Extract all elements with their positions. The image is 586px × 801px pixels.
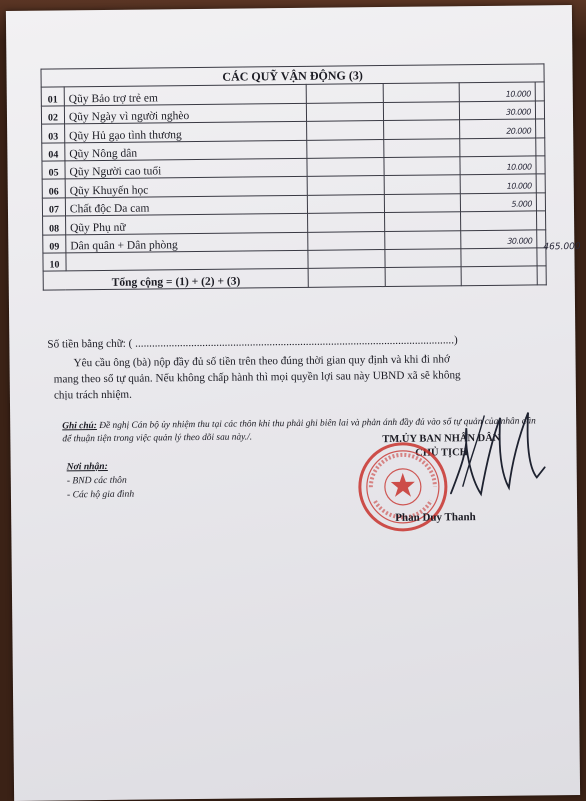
handwritten-signature: [440, 397, 551, 508]
fund-name: Dân quân + Dân phòng: [66, 232, 309, 253]
row-number: 08: [43, 216, 66, 235]
total-label: Tổng cộng = (1) + (2) + (3): [43, 269, 309, 290]
row-number: 04: [42, 142, 65, 161]
fund-name: Qũy Hủ gạo tình thương: [65, 122, 308, 143]
handwritten-amount: 10.000: [506, 162, 532, 173]
request-line-1: Yêu cầu ông (bà) nộp đầy đủ số tiền trên theo đúng thời gian quy định và khi đi nhớ: [73, 353, 450, 370]
recipient-item: - Các hộ gia đình: [66, 488, 135, 501]
row-number: 07: [42, 198, 65, 217]
fund-name: Qũy Người cao tuổi: [65, 158, 308, 179]
fund-name: Qũy Khuyến học: [65, 177, 308, 198]
funds-table-wrapper: [40, 63, 581, 290]
handwritten-amount: 10.000: [505, 89, 531, 99]
fund-name: Qũy Ngày vì người nghèo: [64, 103, 307, 124]
request-line-3: chịu trách nhiệm.: [53, 388, 132, 402]
recipient-item: - BND các thôn: [66, 474, 127, 487]
row-number: 02: [41, 106, 64, 125]
document-page: [6, 5, 580, 801]
handwritten-amount: 20.000: [506, 126, 532, 136]
fund-name: Qũy Bảo trợ trẻ em: [64, 85, 307, 106]
note-text: Đề nghị Cán bộ ủy nhiệm thu tại các thôn khi thu phải ghi biên lai và phản ánh đầy đủ vào sổ tự quản của nhân dân để thuận tiện trong việc quản lý theo dõi sau này./.: [62, 416, 536, 445]
funds-table: [40, 63, 581, 290]
fund-name: Qũy Nông dân: [65, 140, 308, 161]
handwritten-amount: 10.000: [506, 181, 532, 191]
handwritten-amount: 30.000: [505, 107, 532, 117]
row-number: 06: [42, 179, 65, 198]
row-number: 05: [42, 161, 65, 180]
recipients-block: [67, 460, 135, 503]
handwritten-amount: 5.000: [511, 199, 532, 209]
row-number: 03: [42, 124, 65, 143]
recipients-title: Nơi nhận:: [66, 460, 108, 473]
fund-name: Qũy Phụ nữ: [65, 213, 308, 234]
request-line-2: mang theo sổ tự quản. Nếu không chấp hành thì mọi quyền lợi sau này UBND xã sẽ không: [53, 369, 461, 386]
signer-name: Phan Duy Thanh: [395, 511, 476, 524]
org-position: CHỦ TỊCH: [415, 447, 468, 459]
row-number: 09: [43, 234, 66, 253]
amount-in-words: Số tiền bằng chữ: ( ..................................................................................................................): [47, 334, 458, 351]
org-name: TM.ỦY BAN NHÂN DÂN: [382, 432, 501, 446]
table-total-row: [43, 266, 546, 290]
row-number: 01: [41, 87, 64, 106]
row-number: 10: [43, 253, 66, 272]
table-title: CÁC QUỸ VẬN ĐỘNG (3): [41, 64, 544, 88]
handwritten-amount: 30.000: [507, 236, 533, 246]
handwritten-total: 465.000: [543, 241, 581, 253]
note-label: Ghi chú:: [62, 421, 97, 432]
fund-name: Chất độc Da cam: [65, 195, 308, 216]
